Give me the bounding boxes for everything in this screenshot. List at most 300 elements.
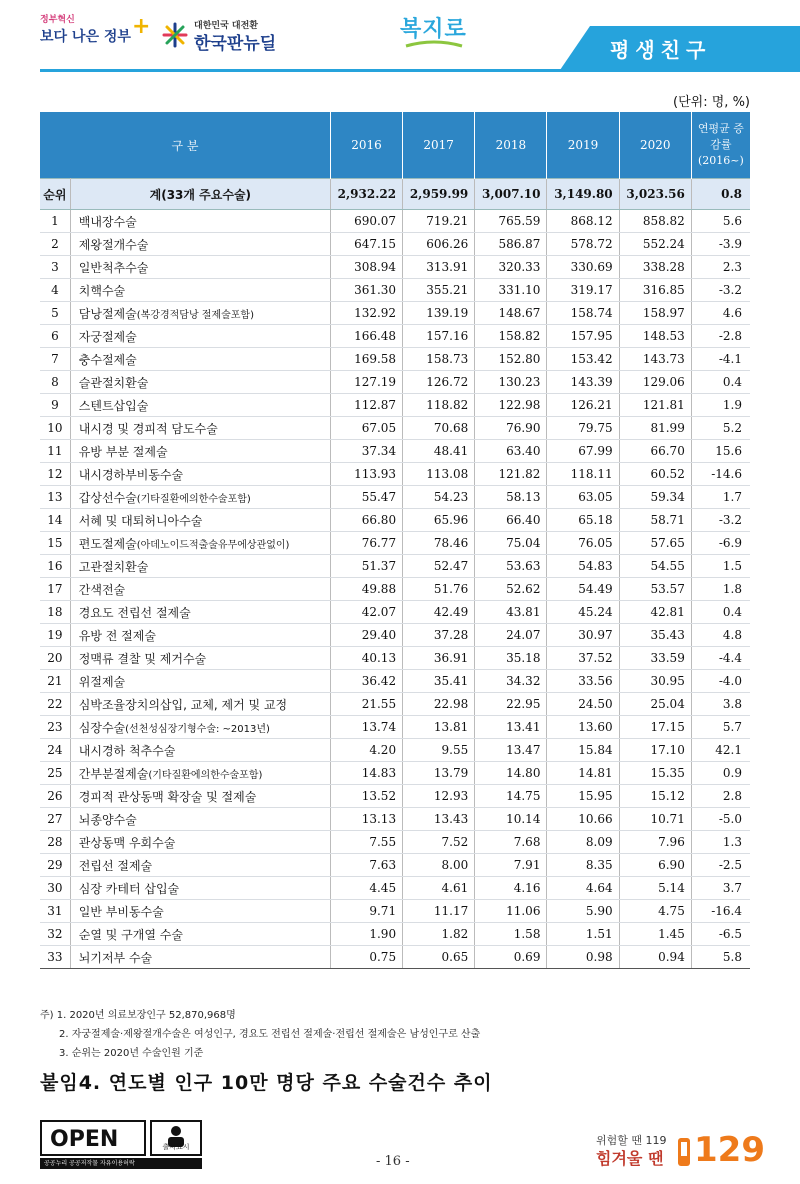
surgery-name-cell (70, 256, 330, 279)
value-cell: 54.83 (547, 555, 619, 578)
value-cell: 14.81 (547, 762, 619, 785)
rate-cell: -5.0 (691, 808, 750, 831)
surgery-name: 내시경 및 경피적 담도수술 (78, 421, 218, 436)
value-cell: 29.40 (330, 624, 402, 647)
value-cell: 65.18 (547, 509, 619, 532)
plus-icon: + (132, 14, 151, 39)
value-cell: 143.73 (619, 348, 691, 371)
rate-cell: 5.2 (691, 417, 750, 440)
value-cell: 10.66 (547, 808, 619, 831)
banner-title: 평생친구 (610, 38, 712, 62)
table-row (40, 877, 750, 900)
value-cell: 13.74 (330, 716, 402, 739)
surgery-name: 스텐트삽입술 (78, 398, 149, 413)
value-cell: 139.19 (403, 302, 475, 325)
value-cell: 4.64 (547, 877, 619, 900)
value-cell: 319.17 (547, 279, 619, 302)
total-name: 계(33개 주요수술) (70, 179, 330, 210)
value-cell: 70.68 (403, 417, 475, 440)
value-cell: 7.63 (330, 854, 402, 877)
value-cell: 148.67 (475, 302, 547, 325)
footnotes (40, 1006, 480, 1063)
rank-cell: 17 (40, 578, 70, 601)
attribution-label: 출처표시 (162, 1143, 190, 1151)
rate-cell: 2.8 (691, 785, 750, 808)
total-row (40, 179, 750, 210)
value-cell: 37.34 (330, 440, 402, 463)
table-row (40, 440, 750, 463)
rank-label: 순위 (40, 179, 70, 210)
rate-cell: 1.5 (691, 555, 750, 578)
section-heading: 붙임4. 연도별 인구 10만 명당 주요 수술건수 추이 (40, 1072, 493, 1094)
rate-cell: -16.4 (691, 900, 750, 923)
header-divider (40, 69, 800, 72)
surgery-name-cell (70, 348, 330, 371)
value-cell: 552.24 (619, 233, 691, 256)
table-row (40, 210, 750, 233)
rank-cell: 8 (40, 371, 70, 394)
bokjiro-logo (400, 12, 467, 43)
value-cell: 43.81 (475, 601, 547, 624)
value-cell: 118.82 (403, 394, 475, 417)
value-cell: 647.15 (330, 233, 402, 256)
header-year: 2016 (330, 112, 402, 179)
rate-cell: 42.1 (691, 739, 750, 762)
table-row (40, 808, 750, 831)
value-cell: 313.91 (403, 256, 475, 279)
unit-label: (단위: 명, %) (673, 95, 750, 110)
surgery-name-cell (70, 946, 330, 969)
value-cell: 42.49 (403, 601, 475, 624)
value-cell: 15.84 (547, 739, 619, 762)
surgery-name-cell (70, 578, 330, 601)
swoosh-icon (404, 40, 464, 50)
value-cell: 166.48 (330, 325, 402, 348)
value-cell: 316.85 (619, 279, 691, 302)
rank-cell: 21 (40, 670, 70, 693)
value-cell: 10.14 (475, 808, 547, 831)
surgery-name-note: (기타질환에의한수술포함) (148, 769, 263, 781)
value-cell: 17.10 (619, 739, 691, 762)
surgery-name: 심박조율장치의삽입, 교체, 제거 및 교정 (78, 697, 288, 712)
value-cell: 79.75 (547, 417, 619, 440)
bokjiro-text: 복지로 (400, 17, 467, 42)
rate-cell: -3.9 (691, 233, 750, 256)
rank-cell: 7 (40, 348, 70, 371)
rate-cell: 3.8 (691, 693, 750, 716)
value-cell: 67.99 (547, 440, 619, 463)
value-cell: 308.94 (330, 256, 402, 279)
rank-cell: 4 (40, 279, 70, 302)
value-cell: 9.55 (403, 739, 475, 762)
value-cell: 765.59 (475, 210, 547, 233)
surgery-name-cell (70, 624, 330, 647)
surgery-name-cell (70, 302, 330, 325)
rate-cell: 1.3 (691, 831, 750, 854)
surgery-name-cell (70, 831, 330, 854)
surgery-name-cell (70, 739, 330, 762)
value-cell: 7.52 (403, 831, 475, 854)
value-cell: 8.35 (547, 854, 619, 877)
table-row (40, 233, 750, 256)
surgery-name: 고관절치환술 (78, 559, 149, 574)
phone-icon (676, 1134, 692, 1168)
rank-cell: 28 (40, 831, 70, 854)
value-cell: 13.60 (547, 716, 619, 739)
rank-cell: 27 (40, 808, 70, 831)
value-cell: 30.95 (619, 670, 691, 693)
value-cell: 0.94 (619, 946, 691, 969)
surgery-name-cell (70, 808, 330, 831)
value-cell: 158.82 (475, 325, 547, 348)
value-cell: 126.72 (403, 371, 475, 394)
gov-logo-small-text: 정부혁신 (40, 15, 75, 25)
surgery-name: 일반 부비동수술 (78, 904, 164, 919)
table-row (40, 624, 750, 647)
rank-cell: 12 (40, 463, 70, 486)
value-cell: 868.12 (547, 210, 619, 233)
footnote: 주) 1. 2020년 의료보장인구 52,870,968명 (40, 1010, 236, 1021)
total-rate: 0.8 (691, 179, 750, 210)
value-cell: 152.80 (475, 348, 547, 371)
value-cell: 4.61 (403, 877, 475, 900)
rate-cell: -14.6 (691, 463, 750, 486)
value-cell: 158.73 (403, 348, 475, 371)
surgery-name-cell (70, 394, 330, 417)
surgery-name: 갑상선수술 (78, 490, 137, 505)
rate-cell: -6.9 (691, 532, 750, 555)
header-rate: 연평균 증감률 (2016~) (691, 112, 750, 179)
value-cell: 158.97 (619, 302, 691, 325)
rank-cell: 20 (40, 647, 70, 670)
surgery-name: 심장 카테터 삽입술 (78, 881, 180, 896)
value-cell: 15.35 (619, 762, 691, 785)
table-row (40, 555, 750, 578)
newdeal-big-text: 한국판뉴딜 (194, 34, 277, 54)
surgery-name-cell (70, 210, 330, 233)
surgery-name-cell (70, 762, 330, 785)
value-cell: 606.26 (403, 233, 475, 256)
value-cell: 13.47 (475, 739, 547, 762)
table-row (40, 279, 750, 302)
rate-cell: 15.6 (691, 440, 750, 463)
rank-cell: 9 (40, 394, 70, 417)
value-cell: 361.30 (330, 279, 402, 302)
value-cell: 37.28 (403, 624, 475, 647)
rate-cell: -4.4 (691, 647, 750, 670)
surgery-name: 내시경하부비동수술 (78, 467, 184, 482)
value-cell: 122.98 (475, 394, 547, 417)
rate-cell: -2.8 (691, 325, 750, 348)
table-row (40, 394, 750, 417)
value-cell: 75.04 (475, 532, 547, 555)
rank-cell: 25 (40, 762, 70, 785)
rank-cell: 32 (40, 923, 70, 946)
value-cell: 48.41 (403, 440, 475, 463)
value-cell: 112.87 (330, 394, 402, 417)
value-cell: 35.41 (403, 670, 475, 693)
table-row (40, 601, 750, 624)
value-cell: 15.12 (619, 785, 691, 808)
gov-innovation-logo (40, 12, 150, 62)
value-cell: 157.95 (547, 325, 619, 348)
rate-cell: 5.6 (691, 210, 750, 233)
value-cell: 42.81 (619, 601, 691, 624)
value-cell: 58.13 (475, 486, 547, 509)
value-cell: 129.06 (619, 371, 691, 394)
rank-cell: 19 (40, 624, 70, 647)
value-cell: 13.79 (403, 762, 475, 785)
value-cell: 76.90 (475, 417, 547, 440)
value-cell: 1.45 (619, 923, 691, 946)
rank-cell: 6 (40, 325, 70, 348)
value-cell: 22.98 (403, 693, 475, 716)
surgery-name: 슬관절치환술 (78, 375, 149, 390)
value-cell: 0.75 (330, 946, 402, 969)
surgery-name-cell (70, 670, 330, 693)
surgery-name: 위절제술 (78, 674, 126, 689)
table-row (40, 739, 750, 762)
hotline-number: 129 (694, 1130, 765, 1170)
rank-cell: 14 (40, 509, 70, 532)
table-row (40, 486, 750, 509)
value-cell: 7.55 (330, 831, 402, 854)
surgery-name: 충수절제술 (78, 352, 137, 367)
rank-cell: 3 (40, 256, 70, 279)
value-cell: 13.43 (403, 808, 475, 831)
value-cell: 21.55 (330, 693, 402, 716)
rate-cell: 2.3 (691, 256, 750, 279)
surgery-name-note: (아데노이드적출술유무에상관없이) (136, 539, 290, 551)
value-cell: 66.40 (475, 509, 547, 532)
rate-cell: 1.8 (691, 578, 750, 601)
value-cell: 7.91 (475, 854, 547, 877)
surgery-name: 관상동맥 우회수술 (78, 835, 176, 850)
table-row (40, 762, 750, 785)
rate-cell: 3.7 (691, 877, 750, 900)
value-cell: 157.16 (403, 325, 475, 348)
footnote: 2. 자궁절제술·제왕절개수술은 여성인구, 경요도 전립선 절제술·전립선 절제술은 남성인구로 산출 (59, 1029, 481, 1040)
table-row (40, 302, 750, 325)
surgery-name: 내시경하 척추수술 (78, 743, 176, 758)
surgery-name: 전립선 절제술 (78, 858, 153, 873)
value-cell: 858.82 (619, 210, 691, 233)
surgery-name-cell (70, 647, 330, 670)
surgery-table (40, 112, 750, 969)
value-cell: 9.71 (330, 900, 402, 923)
table-row (40, 578, 750, 601)
table-row (40, 348, 750, 371)
value-cell: 169.58 (330, 348, 402, 371)
open-box (40, 1120, 146, 1156)
rate-cell: -4.1 (691, 348, 750, 371)
value-cell: 121.81 (619, 394, 691, 417)
value-cell: 0.65 (403, 946, 475, 969)
value-cell: 118.11 (547, 463, 619, 486)
rank-cell: 10 (40, 417, 70, 440)
rank-cell: 18 (40, 601, 70, 624)
value-cell: 10.71 (619, 808, 691, 831)
value-cell: 55.47 (330, 486, 402, 509)
rate-cell: 1.9 (691, 394, 750, 417)
surgery-name-cell (70, 854, 330, 877)
total-value: 3,149.80 (547, 179, 619, 210)
header-year: 2020 (619, 112, 691, 179)
table-row (40, 923, 750, 946)
surgery-name: 일반척추수술 (78, 260, 149, 275)
surgery-name-cell (70, 877, 330, 900)
rate-cell: 5.7 (691, 716, 750, 739)
value-cell: 13.81 (403, 716, 475, 739)
value-cell: 12.93 (403, 785, 475, 808)
value-cell: 1.51 (547, 923, 619, 946)
surgery-name-cell (70, 693, 330, 716)
value-cell: 63.40 (475, 440, 547, 463)
value-cell: 338.28 (619, 256, 691, 279)
surgery-name: 심장수술 (78, 720, 126, 735)
rate-cell: 5.8 (691, 946, 750, 969)
rank-cell: 1 (40, 210, 70, 233)
surgery-name: 편도절제술 (78, 536, 137, 551)
surgery-name-cell (70, 463, 330, 486)
table-row (40, 325, 750, 348)
surgery-name: 자궁절제술 (78, 329, 137, 344)
total-value: 2,932.22 (330, 179, 402, 210)
value-cell: 58.71 (619, 509, 691, 532)
value-cell: 331.10 (475, 279, 547, 302)
table-row (40, 463, 750, 486)
surgery-name-cell (70, 325, 330, 348)
value-cell: 690.07 (330, 210, 402, 233)
value-cell: 76.05 (547, 532, 619, 555)
value-cell: 49.88 (330, 578, 402, 601)
value-cell: 40.13 (330, 647, 402, 670)
value-cell: 24.07 (475, 624, 547, 647)
surgery-name: 간부분절제술 (78, 766, 149, 781)
value-cell: 33.56 (547, 670, 619, 693)
value-cell: 4.20 (330, 739, 402, 762)
value-cell: 13.52 (330, 785, 402, 808)
rate-cell: -6.5 (691, 923, 750, 946)
surgery-name-cell (70, 279, 330, 302)
value-cell: 35.43 (619, 624, 691, 647)
value-cell: 14.75 (475, 785, 547, 808)
value-cell: 8.09 (547, 831, 619, 854)
value-cell: 158.74 (547, 302, 619, 325)
rank-cell: 33 (40, 946, 70, 969)
value-cell: 81.99 (619, 417, 691, 440)
value-cell: 13.13 (330, 808, 402, 831)
value-cell: 63.05 (547, 486, 619, 509)
surgery-name-note: (복강경적담낭 절제술포함) (136, 309, 254, 321)
surgery-name-cell (70, 555, 330, 578)
value-cell: 1.90 (330, 923, 402, 946)
rate-cell: 4.6 (691, 302, 750, 325)
rank-cell: 24 (40, 739, 70, 762)
table-row (40, 532, 750, 555)
header-category: 구 분 (40, 112, 330, 179)
value-cell: 14.80 (475, 762, 547, 785)
value-cell: 126.21 (547, 394, 619, 417)
value-cell: 113.08 (403, 463, 475, 486)
table-row (40, 785, 750, 808)
page-number: - 16 - (376, 1154, 410, 1169)
surgery-name-cell (70, 601, 330, 624)
surgery-name-cell (70, 233, 330, 256)
value-cell: 6.90 (619, 854, 691, 877)
value-cell: 45.24 (547, 601, 619, 624)
value-cell: 35.18 (475, 647, 547, 670)
value-cell: 76.77 (330, 532, 402, 555)
rank-cell: 11 (40, 440, 70, 463)
surgery-name-cell (70, 417, 330, 440)
value-cell: 52.62 (475, 578, 547, 601)
header-year: 2017 (403, 112, 475, 179)
value-cell: 36.91 (403, 647, 475, 670)
table-row (40, 371, 750, 394)
surgery-name: 경피적 관상동맥 확장술 및 절제술 (78, 789, 257, 804)
value-cell: 33.59 (619, 647, 691, 670)
surgery-name: 제왕절개수술 (78, 237, 149, 252)
table-row (40, 716, 750, 739)
value-cell: 59.34 (619, 486, 691, 509)
hotline-logo (596, 1130, 765, 1176)
surgery-name-note: (선천성심장기형수술: ~2013년) (125, 723, 270, 735)
value-cell: 14.83 (330, 762, 402, 785)
value-cell: 7.68 (475, 831, 547, 854)
rate-cell: 0.9 (691, 762, 750, 785)
value-cell: 148.53 (619, 325, 691, 348)
total-value: 3,007.10 (475, 179, 547, 210)
rank-cell: 13 (40, 486, 70, 509)
value-cell: 578.72 (547, 233, 619, 256)
header-year: 2019 (547, 112, 619, 179)
burst-icon (162, 22, 188, 48)
rate-cell: 0.4 (691, 601, 750, 624)
value-cell: 4.45 (330, 877, 402, 900)
footnote: 3. 순위는 2020년 수술인원 기준 (59, 1048, 204, 1059)
table-row (40, 647, 750, 670)
surgery-name-cell (70, 509, 330, 532)
value-cell: 153.42 (547, 348, 619, 371)
rate-cell: 1.7 (691, 486, 750, 509)
surgery-name: 뇌종양수술 (78, 812, 137, 827)
value-cell: 5.14 (619, 877, 691, 900)
page-header (0, 0, 800, 80)
value-cell: 42.07 (330, 601, 402, 624)
value-cell: 11.17 (403, 900, 475, 923)
value-cell: 113.93 (330, 463, 402, 486)
value-cell: 54.23 (403, 486, 475, 509)
value-cell: 78.46 (403, 532, 475, 555)
hotline-line1: 위험할 땐 119 (596, 1134, 667, 1147)
value-cell: 143.39 (547, 371, 619, 394)
table-row (40, 509, 750, 532)
table-row (40, 693, 750, 716)
value-cell: 355.21 (403, 279, 475, 302)
rank-cell: 2 (40, 233, 70, 256)
value-cell: 52.47 (403, 555, 475, 578)
value-cell: 586.87 (475, 233, 547, 256)
surgery-name: 백내장수술 (78, 214, 137, 229)
surgery-name: 뇌기저부 수술 (78, 950, 153, 965)
rate-cell: -4.0 (691, 670, 750, 693)
table-row (40, 256, 750, 279)
table-row (40, 854, 750, 877)
surgery-name-cell (70, 785, 330, 808)
value-cell: 24.50 (547, 693, 619, 716)
value-cell: 0.98 (547, 946, 619, 969)
